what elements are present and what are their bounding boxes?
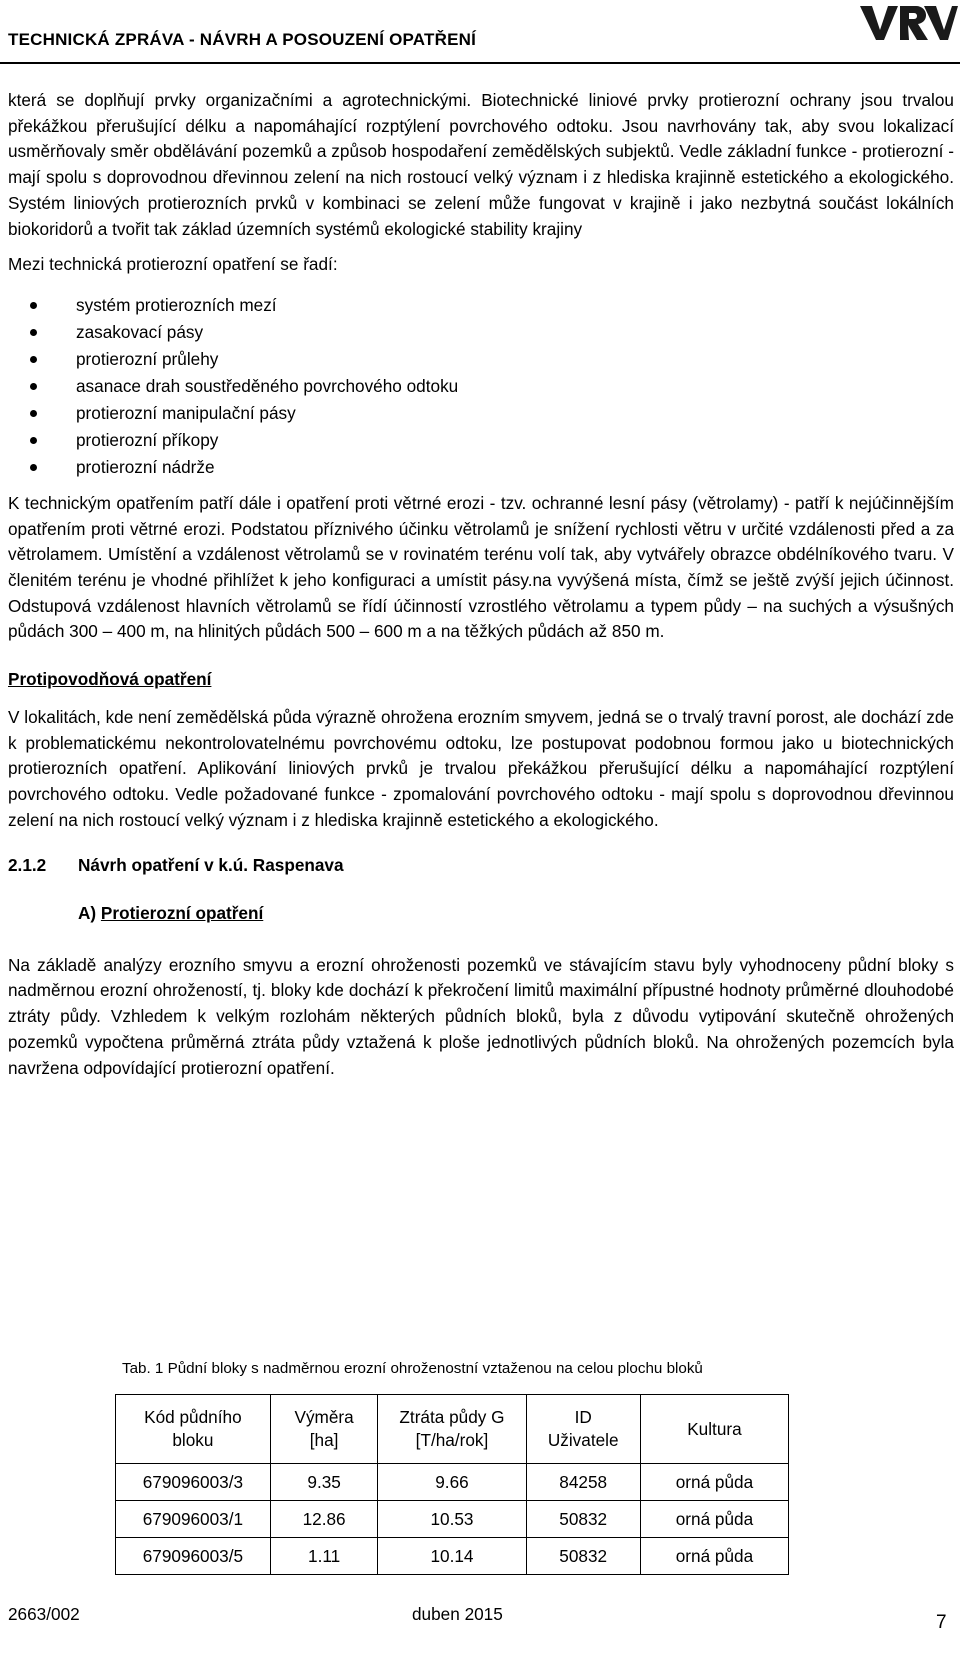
heading-flood-measures: Protipovodňová opatření: [8, 669, 212, 690]
table-cell: 679096003/1: [116, 1501, 271, 1538]
table-cell: 9.66: [378, 1464, 526, 1501]
table-row: [116, 1538, 789, 1575]
table-cell: 50832: [526, 1501, 640, 1538]
paragraph-biotechnical: která se doplňují prvky organizačními a agrotechnickými. Biotechnické liniové prvky protierozní ochrany jsou trvalou překážkou přerušující délku a napomáhající rozptýlení povrchového odtoku. Jsou navrhovány tak, aby svou lokalizací usměrňovaly směr obdělávání pozemků a způsob hospodaření zemědělských subjektů. Vedle základní funkce - protierozní - mají spolu s doprovodnou dřevinnou zelení na nich rostoucí velký význam i z hlediska krajinně estetického a ekologického. Systém liniových protierozních prvků v kombinaci se zelení může fungovat v krajině i jako nezbytná součást lokálních biokoridorů a tvořit tak základ územních systémů ekologické stability krajiny: [8, 90, 954, 239]
document-body: [8, 88, 954, 1081]
section-heading: [8, 853, 954, 879]
section-title: Návrh opatření v k.ú. Raspenava: [78, 855, 344, 876]
column-header: Výměra [ha]: [270, 1395, 378, 1464]
column-header: Kultura: [640, 1395, 788, 1464]
subsection-prefix: A): [78, 903, 97, 924]
column-header: Ztráta půdy G [T/ha/rok]: [378, 1395, 526, 1464]
column-header: ID Uživatele: [526, 1395, 640, 1464]
list-item: systém protierozních mezí: [8, 292, 954, 319]
column-header: Kód půdního bloku: [116, 1395, 271, 1464]
table-cell: 50832: [526, 1538, 640, 1575]
list-item: protierozní příkopy: [8, 427, 954, 454]
table-cell: 679096003/5: [116, 1538, 271, 1575]
soil-blocks-table: [115, 1394, 789, 1575]
paragraph-flood: V lokalitách, kde není zemědělská půda výrazně ohrožena erozním smyvem, jedná se o trvalý travní porost, ale dochází zde k problematickému nekontrolovatelnému povrchovému odtoku, lze postupovat podobnou formou jako u biotechnických protierozních opatření. Aplikování liniových prvků je trvalou překážkou přerušující délku a napomáhající rozptýlení povrchového odtoku. Vedle požadované funkce - zpomalování povrchového odtoku - mají spolu s doprovodnou dřevinnou zelení na nich rostoucí velký význam i z hlediska krajinně estetického a ekologického.: [8, 706, 954, 830]
section-number: 2.1.2: [8, 855, 47, 876]
table-cell: 9.35: [270, 1464, 378, 1501]
table-caption: Tab. 1 Půdní bloky s nadměrnou erozní ohroženostní vztaženou na celou plochu bloků: [122, 1360, 703, 1377]
paragraph-analysis: Na základě analýzy erozního smyvu a erozní ohroženosti pozemků ve stávajícím stavu byly vyhodnoceny půdní bloky s nadměrnou erozní ohrožeností, tj. bloky kde dochází k překročení limitů maximální přípustné hodnoty průměrné dlouhodobé ztráty půdy. Vzhledem k velkým rozlohám některých půdních bloků, byla z důvodu vytipování skutečně ohrožených pozemků vypočtena průměrná ztráta půdy vztažená k ploše jednotlivých půdních bloků. Na ohrožených pozemcích byla navržena odpovídající protierozní opatření.: [8, 954, 954, 1078]
subsection-title: Protierozní opatření: [100, 903, 264, 924]
table-cell: 84258: [526, 1464, 640, 1501]
table-cell: orná půda: [640, 1464, 788, 1501]
footer-doc-number: 2663/002: [8, 1604, 80, 1624]
footer-date: duben 2015: [412, 1604, 503, 1624]
table-cell: orná půda: [640, 1501, 788, 1538]
paragraph-technical-intro: Mezi technická protierozní opatření se řadí:: [8, 254, 338, 275]
table-row: [116, 1464, 789, 1501]
list-item: asanace drah soustředěného povrchového odtoku: [8, 373, 954, 400]
vrv-logo: [858, 2, 958, 42]
header-divider: [0, 62, 960, 64]
paragraph-wind-erosion: K technickým opatřením patří dále i opatření proti větrné erozi - tzv. ochranné lesní pásy (větrolamy) - patří k nejúčinnějším opatřením proti větrné erozi. Podstatou příznivého účinku větrolamů je snížení rychlosti větru v určité vzdálenosti před a za větrolamem. Umístění a vzdálenost větrolamů se v rovinatém terénu volí tak, aby vytvářely obrazce obdélníkového tvaru. V členitém terénu je vhodné přihlížet k jeho konfiguraci a umístit pásy.na vyvýšená místa, čímž se ještě zvýší jejich účinnost. Odstupová vzdálenost hlavních větrolamů se řídí účinností vzrostlého větrolamu a typem půdy – na suchých a výsušných půdách 300 – 400 m, na hlinitých půdách 500 – 600 m a na těžkých půdách až 850 m.: [8, 492, 954, 642]
page-header-title: TECHNICKÁ ZPRÁVA - NÁVRH A POSOUZENÍ OPATŘENÍ: [8, 30, 477, 49]
table-cell: 679096003/3: [116, 1464, 271, 1501]
subsection-heading: [8, 901, 954, 927]
list-item: protierozní nádrže: [8, 454, 954, 481]
table-cell: 10.53: [378, 1501, 526, 1538]
table-header-row: [116, 1395, 789, 1464]
list-item: protierozní průlehy: [8, 346, 954, 373]
table-cell: 10.14: [378, 1538, 526, 1575]
page-number: 7: [936, 1612, 947, 1633]
list-item: zasakovací pásy: [8, 319, 954, 346]
table-cell: 1.11: [270, 1538, 378, 1575]
table-cell: 12.86: [270, 1501, 378, 1538]
table-row: [116, 1501, 789, 1538]
table-cell: orná půda: [640, 1538, 788, 1575]
list-item: protierozní manipulační pásy: [8, 400, 954, 427]
technical-measures-list: [8, 292, 954, 481]
